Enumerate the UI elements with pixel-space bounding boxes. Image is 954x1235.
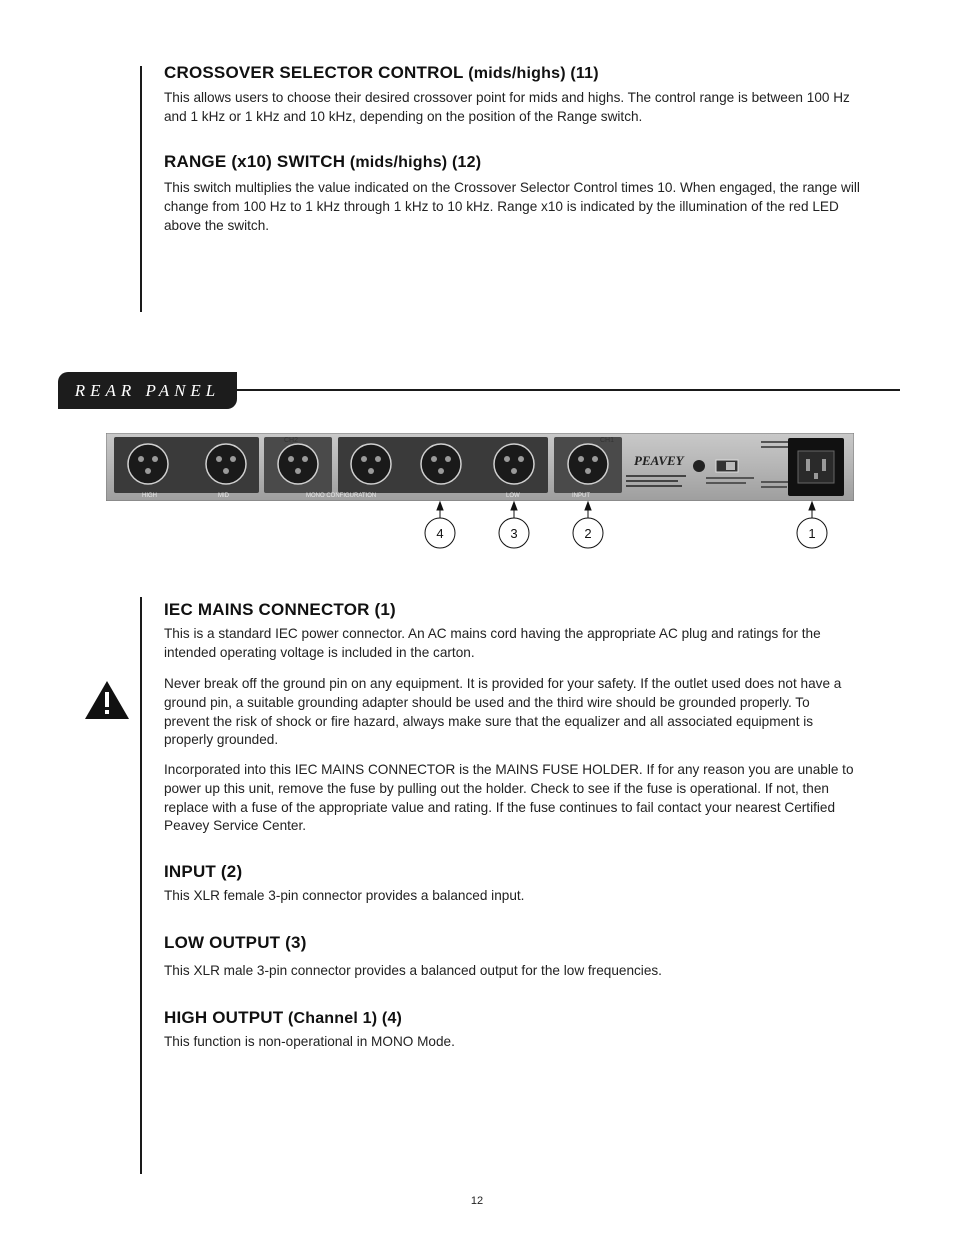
heading-low-output [164,933,307,953]
warning-triangle-icon [84,680,130,720]
heading-main: HIGH OUTPUT [164,1008,284,1027]
svg-text:HIGH: HIGH [142,493,157,499]
rear-panel-banner [58,372,237,409]
crossover-selector-text: This allows users to choose their desired crossover point for mids and highs. The control range is between 100 Hz and 1 kHz or 1 kHz and 10 kHz, depending on the position of the Range switch. [164,90,850,124]
callout-label: 4 [436,526,444,541]
svg-text:CH2: CH2 [284,437,299,444]
margin-rule-bottom [140,597,142,1174]
heading-main: INPUT (2) [164,862,243,881]
heading-main: LOW OUTPUT (3) [164,933,307,952]
page-number: 12 [470,1195,484,1207]
heading-main: IEC MAINS CONNECTOR (1) [164,600,396,619]
heading-main: CROSSOVER SELECTOR CONTROL [164,63,464,82]
heading-range-switch [164,152,481,172]
callout-label: 2 [584,526,592,541]
svg-text:MONO CONFIGURATION: MONO CONFIGURATION [306,493,377,499]
svg-text:PEAVEY: PEAVEY [634,453,684,468]
svg-text:INPUT: INPUT [572,493,590,499]
rear-panel-callouts [0,500,954,560]
heading-sub: (mids/highs) (11) [463,65,599,82]
heading-iec-mains [164,600,396,620]
svg-text:CH1: CH1 [600,437,615,444]
heading-sub: (Channel 1) (4) [283,1010,403,1027]
iec-paragraph-3: Incorporated into this IEC MAINS CONNECTOR is the MAINS FUSE HOLDER. If for any reason you are unable to power up this unit, remove the fuse by pulling out the holder. Check to see if the fuse is operational. If not, then replace with a fuse of the appropriate value and rating. If the fuse continues to fail contact your nearest Certified Peavey Service Center. [164,762,854,834]
rear-panel-photo [106,433,854,501]
banner-label: REAR PANEL [74,380,221,400]
input-text: This XLR female 3-pin connector provides a balanced input. [164,888,525,903]
iec-paragraph-2: Never break off the ground pin on any equipment. It is provided for your safety. If the outlet used does not have a ground pin, a suitable grounding adapter should be used and the third wire should be grounded properly. To prevent the risk of shock or fire hazard, always make sure that the equalizer and all associated equipment is properly grounded. [164,676,842,748]
high-output-text: This function is non-operational in MONO Mode. [164,1034,455,1049]
heading-main: RANGE (x10) SWITCH [164,152,346,171]
svg-text:LOW: LOW [506,493,520,499]
low-output-text: This XLR male 3-pin connector provides a balanced output for the low frequencies. [164,963,662,978]
heading-high-output [164,1008,402,1028]
range-switch-text: This switch multiplies the value indicated on the Crossover Selector Control times 10. When engaged, the range will change from 100 Hz to 1 kHz through 1 kHz to 10 kHz. Range x10 is indicated by the illumination of the red LED above the switch. [164,180,860,233]
callout-label: 1 [808,526,816,541]
heading-input [164,862,242,882]
heading-crossover-selector [164,63,599,83]
callout-label: 3 [510,526,518,541]
heading-sub: (mids/highs) (12) [345,154,482,171]
margin-rule-top [140,66,142,312]
svg-text:MID: MID [218,493,229,499]
iec-paragraph-1: This is a standard IEC power connector. An AC mains cord having the appropriate AC plug and ratings for the intended operating voltage is included in the carton. [164,626,821,660]
banner-rule [237,389,900,391]
